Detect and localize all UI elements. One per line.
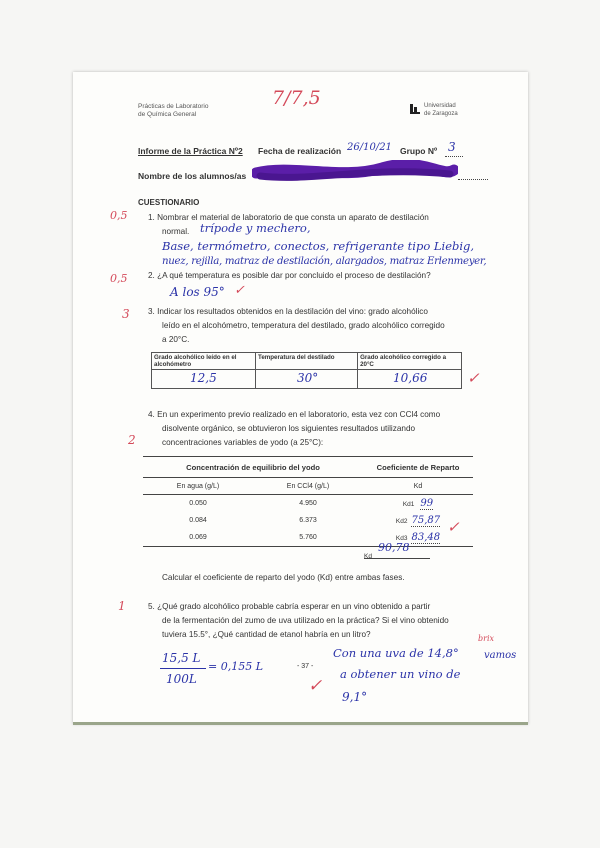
q1-answer-line1: trípode y mechero, bbox=[200, 221, 311, 235]
q4-row1-kd-label: Kd1 bbox=[402, 501, 415, 508]
redacted-names bbox=[252, 160, 458, 186]
q5-fraction-numerator: 15,5 L bbox=[162, 651, 201, 665]
q2-check: ✓ bbox=[234, 283, 245, 298]
q4-row1-kd-value: 99 bbox=[420, 498, 434, 509]
q4-row2-ccl4: 6.373 bbox=[299, 517, 317, 524]
q3-text-line1: 3. Indicar los resultados obtenidos en la destilación del vino: grado alcohólico bbox=[148, 307, 428, 316]
q5-text-line1: 5. ¿Qué grado alcohólico probable cabría esperar en un vino obtenido a partir bbox=[148, 602, 431, 611]
q5-fraction-denominator: 100L bbox=[166, 672, 197, 686]
students-dotted-line bbox=[458, 179, 488, 180]
group-dotted-line bbox=[445, 156, 463, 157]
q4-row3-kd-value: 83,48 bbox=[411, 532, 441, 543]
q5-result: = 0,155 L bbox=[208, 660, 264, 673]
group-label: Grupo Nº bbox=[400, 146, 438, 156]
q3-val2: 30° bbox=[297, 371, 319, 385]
desk-edge bbox=[73, 722, 528, 725]
q3-val3: 10,66 bbox=[393, 371, 428, 385]
q4-row1-water: 0.050 bbox=[189, 500, 207, 507]
q3-check: ✓ bbox=[467, 369, 480, 387]
date-label: Fecha de realización bbox=[258, 146, 342, 156]
q4-iodine-table bbox=[143, 456, 473, 547]
q5-answer-line1: Con una uva de 14,8° bbox=[333, 646, 459, 660]
grade-mark: 7/7,5 bbox=[272, 87, 321, 109]
table-row bbox=[143, 512, 473, 529]
q5-score: 1 bbox=[118, 599, 126, 613]
university-logo bbox=[410, 104, 420, 114]
q2-text: 2. ¿A qué temperatura es posible dar por concluido el proceso de destilación? bbox=[148, 271, 431, 280]
q3-val1: 12,5 bbox=[190, 371, 217, 385]
q3-text-line2: leído en el alcohómetro, temperatura del destilado, grado alcohólico corregido bbox=[162, 321, 445, 330]
q4-row1-kd bbox=[363, 495, 473, 513]
table-row bbox=[143, 495, 473, 513]
q4-row3-kd-label: Kd3 bbox=[395, 535, 408, 542]
q5-fraction-bar bbox=[160, 668, 206, 669]
q3-col2-header: Temperatura del destilado bbox=[256, 353, 358, 370]
q3-col1-header: Grado alcohólico leído en el alcohómetro bbox=[152, 353, 256, 370]
q4-text-line1: 4. En un experimento previo realizado en el laboratorio, esta vez con CCl4 como bbox=[148, 410, 441, 419]
dept-line-1: Prácticas de Laboratorio bbox=[138, 103, 209, 110]
q1-score: 0,5 bbox=[110, 209, 128, 222]
q1-answer-line2: Base, termómetro, conectos, refrigerante tipo Liebig, bbox=[162, 239, 475, 253]
q1-answer-line3: nuez, rejilla, matraz de destilación, alargados, matraz Erlenmeyer, bbox=[162, 256, 487, 267]
q4-sub-ccl4: En CCl4 (g/L) bbox=[253, 478, 363, 495]
q5-text-line3: tuviera 15.5°, ¿Qué cantidad de etanol habría en un litro? bbox=[162, 630, 371, 639]
students-label: Nombre de los alumnos/as bbox=[138, 171, 247, 181]
dept-line-2: de Química General bbox=[138, 111, 197, 118]
q2-answer: A los 95° bbox=[170, 285, 225, 299]
university-line-2: de Zaragoza bbox=[424, 110, 458, 117]
q4-head-concentration: Concentración de equilibrio del yodo bbox=[143, 457, 363, 478]
q5-answer-line1-end: vamos bbox=[484, 650, 517, 661]
date-value: 26/10/21 bbox=[347, 142, 392, 153]
department-name bbox=[138, 103, 208, 119]
q4-calc-text: Calcular el coeficiente de reparto del yodo (Kd) entre ambas fases. bbox=[162, 573, 405, 582]
q4-text-line2: disolvente orgánico, se obtuvieron los siguientes resultados utilizando bbox=[162, 424, 416, 433]
q4-check: ✓ bbox=[447, 518, 460, 536]
q2-score: 0,5 bbox=[110, 272, 128, 285]
q4-head-coefficient: Coeficiente de Reparto bbox=[363, 457, 473, 478]
page-number: - 37 - bbox=[297, 663, 314, 670]
q3-score: 3 bbox=[122, 307, 130, 321]
q4-kd-average bbox=[364, 541, 430, 560]
q5-text-line2: de la fermentación del zumo de uva utilizado en la práctica? Si el vino obtenido bbox=[162, 616, 449, 625]
q4-score: 2 bbox=[128, 433, 136, 447]
table-row bbox=[143, 529, 473, 547]
report-title: Informe de la Práctica Nº2 bbox=[138, 146, 243, 156]
q4-row1-ccl4: 4.950 bbox=[299, 500, 317, 507]
section-title: CUESTIONARIO bbox=[138, 198, 200, 207]
q4-row2-water: 0.084 bbox=[189, 517, 207, 524]
q4-sub-kd: Kd bbox=[363, 478, 473, 495]
q4-kd-average-label: Kd bbox=[364, 553, 372, 560]
q4-row3-ccl4: 5.760 bbox=[253, 529, 363, 547]
q1-text-line2: normal. bbox=[162, 227, 190, 236]
q5-note: brix bbox=[478, 634, 495, 643]
q4-row3-water: 0.069 bbox=[143, 529, 253, 547]
q5-check: ✓ bbox=[308, 676, 323, 696]
q3-col3-header: Grado alcohólico corregido a 20°C bbox=[358, 353, 462, 370]
q3-text-line3: a 20°C. bbox=[162, 335, 190, 344]
group-value: 3 bbox=[448, 140, 456, 154]
q4-kd-average-value: 90,78 bbox=[378, 541, 410, 554]
q4-row2-kd-label: Kd2 bbox=[395, 518, 408, 525]
q5-answer-line2: a obtener un vino de bbox=[340, 667, 461, 681]
university-name bbox=[424, 103, 458, 118]
q1-text-line1: 1. Nombrar el material de laboratorio de que consta un aparato de destilación bbox=[148, 213, 429, 222]
university-line-1: Universidad bbox=[424, 103, 456, 109]
q5-answer-line3: 9,1° bbox=[342, 690, 368, 704]
q4-text-line3: concentraciones variables de yodo (a 25°C): bbox=[162, 438, 324, 447]
q4-row2-kd-value: 75,87 bbox=[411, 515, 441, 526]
q4-sub-water: En agua (g/L) bbox=[143, 478, 253, 495]
